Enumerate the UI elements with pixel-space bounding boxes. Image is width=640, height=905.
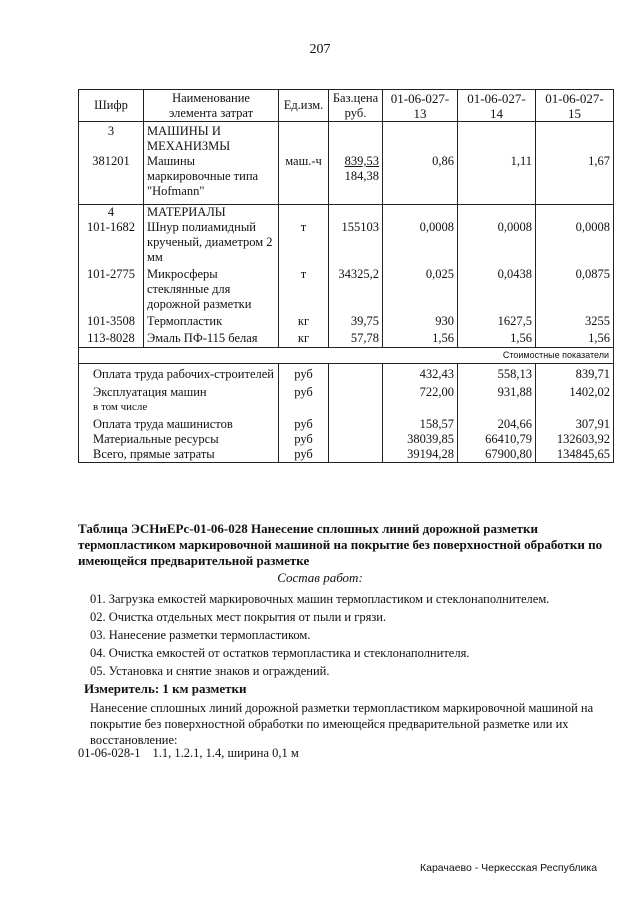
row-price: 839,53 184,38 <box>329 154 383 204</box>
summary-row <box>79 415 614 432</box>
section-row <box>79 122 614 155</box>
summary-name: Эксплуатация машин <box>79 382 279 400</box>
row-name: Машины маркировочные типа "Hofmann" <box>144 154 279 204</box>
page-number: 207 <box>309 42 331 57</box>
row-price: 34325,2 <box>329 267 383 314</box>
row-value-1: 0,0008 <box>383 220 458 267</box>
summary-name: Оплата труда рабочих-строителей <box>79 364 279 383</box>
meter-label: Измеритель: 1 км разметки <box>84 681 247 696</box>
summary-value-2: 66410,79 <box>458 432 536 447</box>
summary-unit: руб <box>279 382 329 400</box>
row-value-3: 0,0875 <box>536 267 614 314</box>
section-number: 4 <box>79 204 144 220</box>
cost-indicators-header-row <box>79 348 614 364</box>
work-item: 02. Очистка отдельных мест покрытия от пыли и грязи. <box>90 610 387 624</box>
summary-unit: руб <box>279 432 329 447</box>
header-col2: 01-06-027-14 <box>458 90 536 122</box>
summary-value-3: 134845,65 <box>536 447 614 463</box>
summary-name: Материальные ресурсы <box>79 432 279 447</box>
row-value-3: 1,56 <box>536 331 614 348</box>
row-price: 155103 <box>329 220 383 267</box>
work-item: 05. Установка и снятие знаков и ограждений. <box>90 664 330 678</box>
work-description: Нанесение сплошных линий дорожной разметки термопластиком маркировочной машиной на покрытие без поверхностной обработки по имеющейся предварительной разметке или их восстановление: <box>90 701 594 747</box>
section-title: МАТЕРИАЛЫ <box>144 204 279 220</box>
summary-value-3: 1402,02 <box>536 382 614 400</box>
summary-value-2: 931,88 <box>458 382 536 400</box>
composition-label: Состав работ: <box>277 570 363 585</box>
table-row <box>79 220 614 267</box>
summary-value-2: 67900,80 <box>458 447 536 463</box>
row-code: 101-1682 <box>79 220 144 267</box>
row-unit: кг <box>279 331 329 348</box>
section-row <box>79 204 614 220</box>
summary-row <box>79 364 614 383</box>
row-value-3: 3255 <box>536 314 614 331</box>
table-row <box>79 331 614 348</box>
header-price: Баз.цена руб. <box>329 90 383 122</box>
row-value-2: 1,56 <box>458 331 536 348</box>
row-value-1: 1,56 <box>383 331 458 348</box>
row-unit: т <box>279 267 329 314</box>
header-col3: 01-06-027-15 <box>536 90 614 122</box>
code-line <box>78 746 299 761</box>
header-unit: Ед.изм. <box>279 90 329 122</box>
summary-value-1: 722,00 <box>383 382 458 400</box>
summary-unit: руб <box>279 447 329 463</box>
resource-cost-table <box>78 89 614 463</box>
row-unit: кг <box>279 314 329 331</box>
summary-unit: руб <box>279 415 329 432</box>
row-value-1: 930 <box>383 314 458 331</box>
summary-value-2: 204,66 <box>458 415 536 432</box>
row-name: Микросферы стеклянные для дорожной разметки <box>144 267 279 314</box>
footer-region: Карачаево - Черкесская Республика <box>420 862 598 874</box>
section-number: 3 <box>79 122 144 155</box>
section-title: МАШИНЫ И МЕХАНИЗМЫ <box>144 122 279 155</box>
row-code: 101-3508 <box>79 314 144 331</box>
summary-name: Оплата труда машинистов <box>79 415 279 432</box>
header-code: Шифр <box>79 90 144 122</box>
table-row <box>79 314 614 331</box>
item-code: 01-06-028-1 <box>78 746 141 760</box>
row-code: 381201 <box>79 154 144 204</box>
summary-name: Всего, прямые затраты <box>79 447 279 463</box>
table-row <box>79 154 614 204</box>
row-price: 39,75 <box>329 314 383 331</box>
row-value-3: 0,0008 <box>536 220 614 267</box>
row-code: 113-8028 <box>79 331 144 348</box>
row-value-2: 1627,5 <box>458 314 536 331</box>
row-unit: маш.-ч <box>279 154 329 204</box>
header-col1: 01-06-027-13 <box>383 90 458 122</box>
row-unit: т <box>279 220 329 267</box>
cost-indicators-label: Стоимостные показатели <box>79 348 614 364</box>
row-name: Шнур полиамидный крученый, диаметром 2 мм <box>144 220 279 267</box>
summary-value-3: 839,71 <box>536 364 614 383</box>
summary-value-1: 39194,28 <box>383 447 458 463</box>
work-item: 01. Загрузка емкостей маркировочных машин термопластиком и стеклонаполнителем. <box>90 592 550 606</box>
table-header-row <box>79 90 614 122</box>
header-name: Наименование элемента затрат <box>144 90 279 122</box>
summary-value-3: 307,91 <box>536 415 614 432</box>
works-list <box>90 590 630 680</box>
row-value-2: 0,0008 <box>458 220 536 267</box>
summary-value-3: 132603,92 <box>536 432 614 447</box>
row-value-1: 0,025 <box>383 267 458 314</box>
summary-row <box>79 382 614 400</box>
summary-value-2: 558,13 <box>458 364 536 383</box>
row-name: Эмаль ПФ-115 белая <box>144 331 279 348</box>
summary-name: в том числе <box>79 400 279 415</box>
summary-value-1: 432,43 <box>383 364 458 383</box>
row-price: 57,78 <box>329 331 383 348</box>
work-item: 03. Нанесение разметки термопластиком. <box>90 628 311 642</box>
summary-value-1: 158,57 <box>383 415 458 432</box>
summary-row <box>79 432 614 447</box>
row-value-2: 0,0438 <box>458 267 536 314</box>
row-value-2: 1,11 <box>458 154 536 204</box>
item-code-text: 1.1, 1.2.1, 1.4, ширина 0,1 м <box>152 746 299 760</box>
row-code: 101-2775 <box>79 267 144 314</box>
summary-unit: руб <box>279 364 329 383</box>
row-value-3: 1,67 <box>536 154 614 204</box>
summary-row <box>79 400 614 415</box>
row-name: Термопластик <box>144 314 279 331</box>
row-value-1: 0,86 <box>383 154 458 204</box>
next-table-title: Таблица ЭСНиЕРс-01-06-028 Нанесение сплошных линий дорожной разметки термопластиком маркировочной машиной на покрытие без поверхностной обработки по имеющейся предварительной разметке <box>78 521 603 568</box>
table-row <box>79 267 614 314</box>
summary-value-1: 38039,85 <box>383 432 458 447</box>
summary-row <box>79 447 614 463</box>
work-item: 04. Очистка емкостей от остатков термопластика и стеклонаполнителя. <box>90 646 470 660</box>
